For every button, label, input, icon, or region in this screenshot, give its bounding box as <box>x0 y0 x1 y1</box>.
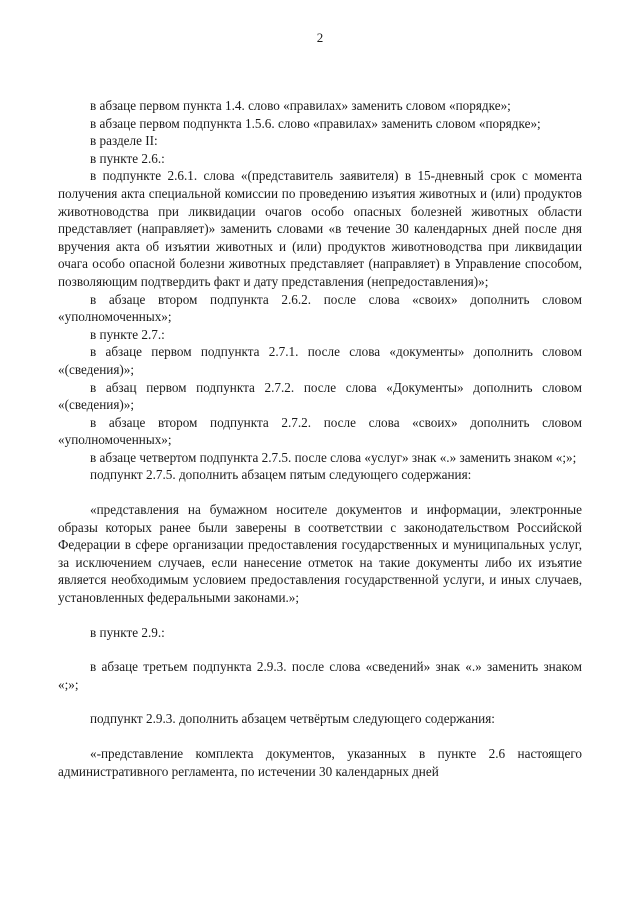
paragraph-9: в абзац первом подпункта 2.7.2. после слова «Документы» дополнить словом «(сведения)»; <box>58 379 582 413</box>
paragraph-2: в абзаце первом подпункта 1.5.6. слово «правилах» заменить словом «порядке»; <box>90 115 541 131</box>
paragraph-15: в абзаце третьем подпункта 2.9.3. после слова «сведений» знак «.» заменить знаком «;»; <box>58 659 582 692</box>
paragraph-14: в пункте 2.9.: <box>90 624 165 640</box>
paragraph-3: в разделе II: <box>90 133 158 149</box>
paragraph-10: в абзаце втором подпункта 2.7.2. после слова «своих» дополнить словом «уполномоченных»; <box>58 414 582 448</box>
paragraph-7: в пункте 2.7.: <box>90 326 165 342</box>
paragraph-8: в абзаце первом подпункта 2.7.1. после слова «документы» дополнить словом «(сведения)»; <box>58 344 582 377</box>
document-body <box>58 97 582 780</box>
paragraph-17: «-представление комплекта документов, указанных в пункте 2.6 настоящего административного регламента, по истечении 30 календарных дней <box>58 746 582 779</box>
paragraph-1: в абзаце первом пункта 1.4. слово «правилах» заменить словом «порядке»; <box>90 98 511 113</box>
paragraph-6: в абзаце втором подпункта 2.6.2. после слова «своих» дополнить словом «уполномоченных»; <box>58 291 582 325</box>
paragraph-11: в абзаце четвертом подпункта 2.7.5. после слова «услуг» знак «.» заменить знаком «;»; <box>90 449 577 465</box>
paragraph-16: подпункт 2.9.3. дополнить абзацем четвёртым следующего содержания: <box>90 711 495 727</box>
paragraph-5: в подпункте 2.6.1. слова «(представитель заявителя) в 15-дневный срок с момента получения акта специальной комиссии по проведению изъятия животных и (или) продуктов животноводства при ликвидации очагов особо опасных болезней животных области представляет (направляет)» заменить словами «в течение 30 календарных дней после дня вручения акта об изъятии животных и (или) продуктов животноводства при ликвидации очага особо опасной болезни животных представляет (направляет) в Управление способом, позволяющим подтвердить факт и дату представления (непредоставления)»; <box>58 168 582 289</box>
paragraph-12: подпункт 2.7.5. дополнить абзацем пятым следующего содержания: <box>90 467 472 483</box>
paragraph-13: «представления на бумажном носителе документов и информации, электронные образы которых ранее были заверены в соответствии с законодательством Российской Федерации в сфере организации предоставления государственных и муниципальных услуг, за исключением случаев, если нанесение отметок на такие документы либо их изъятие является необходимым условием предоставления государственной услуги, и иных случаев, установленных федеральными законами.»; <box>58 502 582 606</box>
paragraph-4: в пункте 2.6.: <box>90 150 165 166</box>
page-number: 2 <box>316 30 324 45</box>
